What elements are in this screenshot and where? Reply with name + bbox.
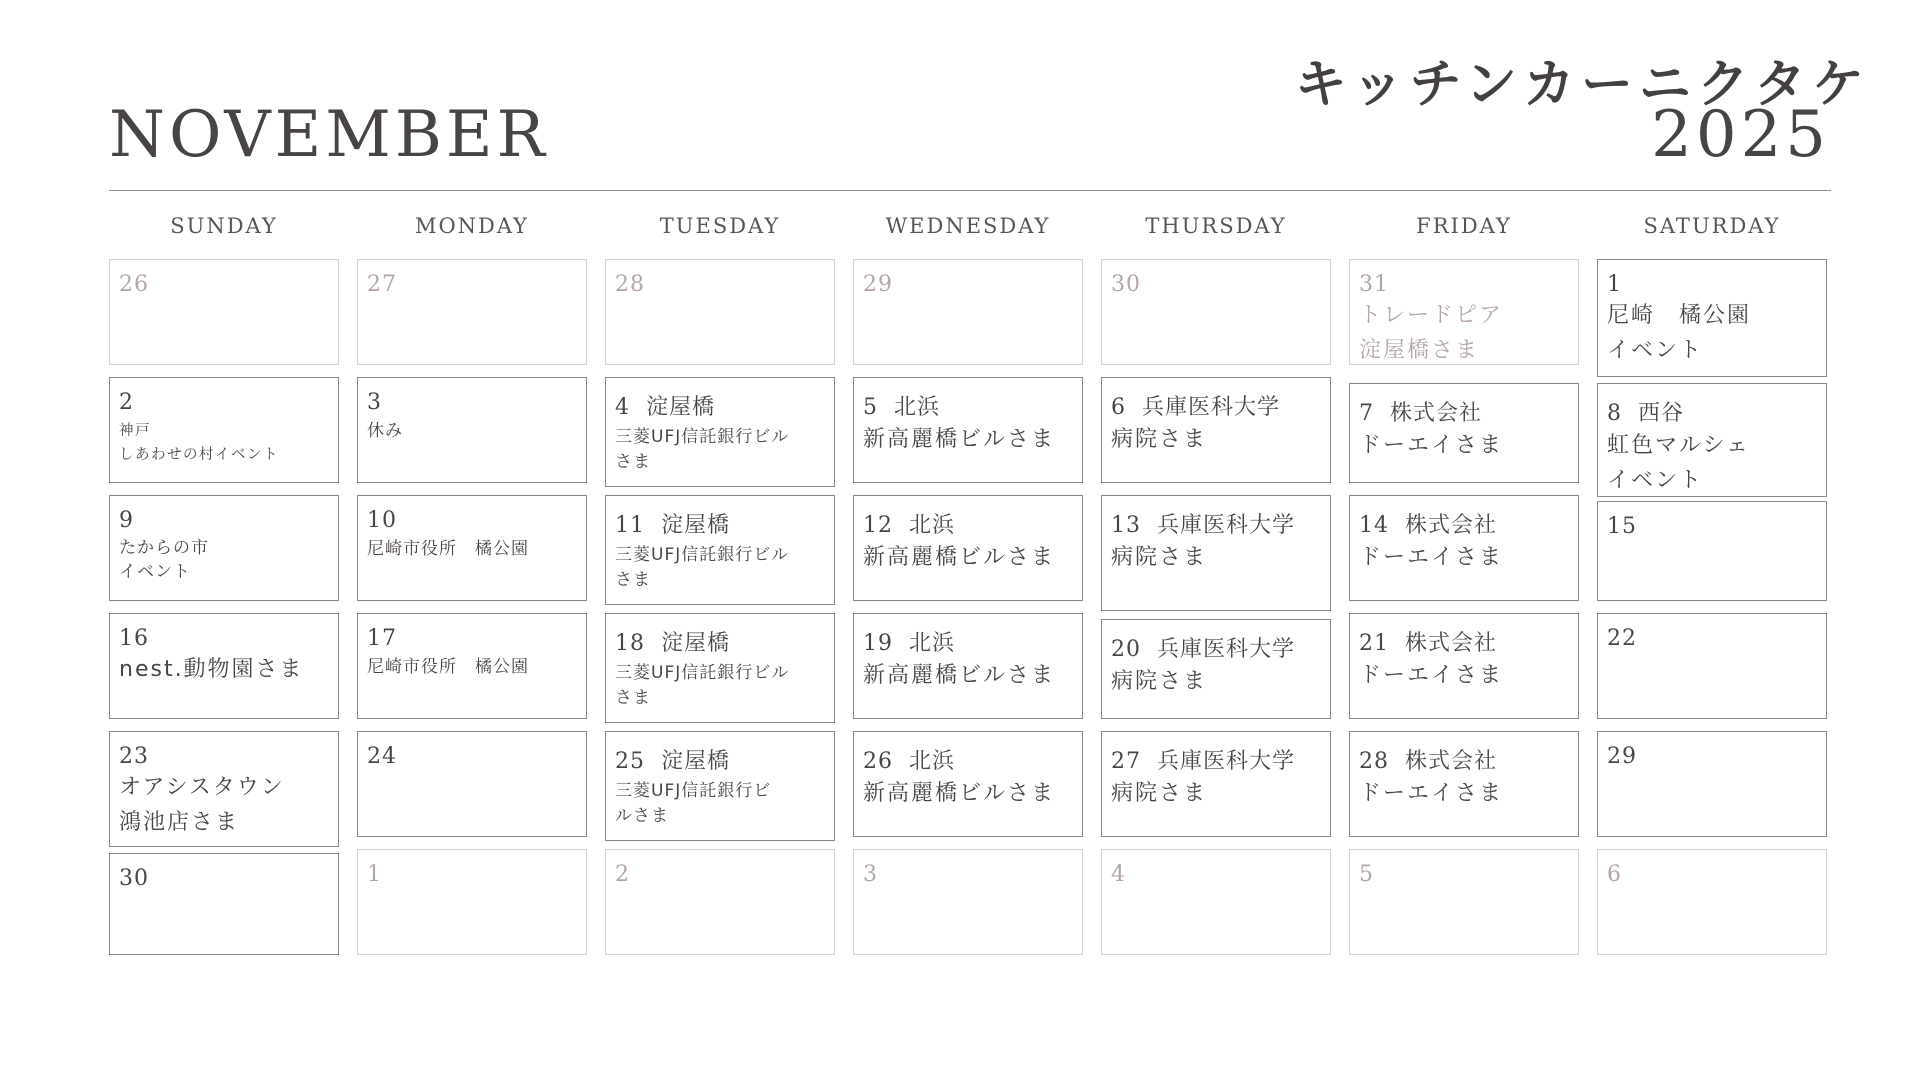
day-number: 6 xyxy=(1111,395,1126,420)
day-cell-oct-29[interactable] xyxy=(853,259,1083,365)
event-title: 兵庫医科大学 xyxy=(1157,513,1296,538)
day-cell-nov-10[interactable] xyxy=(357,495,587,601)
event-line: 新高麗橋ビルさま xyxy=(863,781,1056,806)
event-line: 淀屋橋さま xyxy=(1359,338,1480,363)
day-cell-nov-8[interactable] xyxy=(1597,383,1827,497)
event-line: 病院さま xyxy=(1111,545,1208,570)
day-number: 31 xyxy=(1359,272,1389,297)
day-cell-oct-27[interactable] xyxy=(357,259,587,365)
day-number: 18 xyxy=(615,631,645,656)
event-title: 兵庫医科大学 xyxy=(1157,749,1296,774)
event-line: 虹色マルシェ xyxy=(1607,433,1751,458)
event-title: 西谷 xyxy=(1638,401,1685,426)
event-title: 株式会社 xyxy=(1390,401,1483,426)
day-cell-dec-5[interactable] xyxy=(1349,849,1579,955)
event-line: 三菱UFJ信託銀行ビル xyxy=(615,427,790,447)
event-line: さま xyxy=(615,570,651,590)
event-title: 兵庫医科大学 xyxy=(1142,395,1281,420)
weekday-sunday: SUNDAY xyxy=(170,214,278,238)
day-cell-dec-4[interactable] xyxy=(1101,849,1331,955)
day-number: 16 xyxy=(119,626,149,651)
day-number: 21 xyxy=(1359,631,1389,656)
day-number: 1 xyxy=(367,862,382,887)
day-cell-nov-14[interactable] xyxy=(1349,495,1579,601)
day-cell-oct-26[interactable] xyxy=(109,259,339,365)
weekday-monday: MONDAY xyxy=(414,214,530,238)
event-line: 三菱UFJ信託銀行ビル xyxy=(615,545,790,565)
event-line: 三菱UFJ信託銀行ビ xyxy=(615,781,772,801)
day-cell-nov-29[interactable] xyxy=(1597,731,1827,837)
day-cell-nov-5[interactable] xyxy=(853,377,1083,483)
event-title: 株式会社 xyxy=(1405,749,1498,774)
weekday-tuesday: TUESDAY xyxy=(659,214,781,238)
day-cell-dec-2[interactable] xyxy=(605,849,835,955)
day-cell-nov-19[interactable] xyxy=(853,613,1083,719)
day-number: 27 xyxy=(1111,749,1141,774)
day-number: 28 xyxy=(1359,749,1389,774)
day-cell-nov-24[interactable] xyxy=(357,731,587,837)
event-line: イベント xyxy=(1607,338,1704,363)
event-line: 病院さま xyxy=(1111,669,1208,694)
day-cell-nov-7[interactable] xyxy=(1349,383,1579,483)
day-cell-nov-12[interactable] xyxy=(853,495,1083,601)
event-line: たからの市 xyxy=(119,538,209,558)
day-cell-nov-23[interactable] xyxy=(109,731,339,847)
day-cell-nov-2[interactable] xyxy=(109,377,339,483)
event-line: 尼崎市役所 橘公園 xyxy=(367,657,529,677)
day-cell-dec-3[interactable] xyxy=(853,849,1083,955)
event-line: 鴻池店さま xyxy=(119,810,240,835)
day-number: 29 xyxy=(863,272,893,297)
day-number: 1 xyxy=(1607,272,1622,297)
event-title: 淀屋橋 xyxy=(661,749,731,774)
weekday-thursday: THURSDAY xyxy=(1145,214,1287,238)
event-line: さま xyxy=(615,688,651,708)
event-line: 尼崎 橘公園 xyxy=(1607,303,1752,328)
event-title: 株式会社 xyxy=(1405,513,1498,538)
event-title: 北浜 xyxy=(894,395,941,420)
day-number: 4 xyxy=(1111,862,1126,887)
day-number: 30 xyxy=(119,866,149,891)
event-line: ドーエイさま xyxy=(1359,433,1504,458)
day-number: 30 xyxy=(1111,272,1141,297)
event-title: 北浜 xyxy=(909,749,956,774)
day-number: 5 xyxy=(863,395,878,420)
day-cell-nov-15[interactable] xyxy=(1597,501,1827,601)
day-cell-dec-1[interactable] xyxy=(357,849,587,955)
day-number: 7 xyxy=(1359,401,1374,426)
day-cell-nov-6[interactable] xyxy=(1101,377,1331,483)
day-cell-nov-3[interactable] xyxy=(357,377,587,483)
event-line: オアシスタウン xyxy=(119,775,285,800)
event-line: ドーエイさま xyxy=(1359,781,1504,806)
event-line: 病院さま xyxy=(1111,427,1208,452)
day-number: 8 xyxy=(1607,401,1622,426)
day-number: 23 xyxy=(119,744,149,769)
day-cell-nov-4[interactable] xyxy=(605,377,835,487)
event-line: 尼崎市役所 橘公園 xyxy=(367,539,529,559)
event-line: 三菱UFJ信託銀行ビル xyxy=(615,663,790,683)
day-number: 22 xyxy=(1607,626,1637,651)
day-number: 5 xyxy=(1359,862,1374,887)
day-number: 26 xyxy=(119,272,149,297)
day-number: 17 xyxy=(367,626,397,651)
event-line: 新高麗橋ビルさま xyxy=(863,545,1056,570)
day-cell-nov-30[interactable] xyxy=(109,853,339,955)
event-line: さま xyxy=(615,452,651,472)
day-cell-nov-22[interactable] xyxy=(1597,613,1827,719)
day-number: 9 xyxy=(119,508,134,533)
event-line: nest.動物園さま xyxy=(119,657,304,682)
day-number: 3 xyxy=(367,390,382,415)
weekday-saturday: SATURDAY xyxy=(1643,214,1781,238)
header-divider xyxy=(109,190,1831,191)
event-line: ドーエイさま xyxy=(1359,545,1504,570)
day-number: 27 xyxy=(367,272,397,297)
day-cell-oct-31[interactable] xyxy=(1349,259,1579,365)
day-cell-nov-11[interactable] xyxy=(605,495,835,605)
day-cell-nov-13[interactable] xyxy=(1101,495,1331,611)
day-number: 12 xyxy=(863,513,893,538)
event-line: ドーエイさま xyxy=(1359,663,1504,688)
event-title: 株式会社 xyxy=(1405,631,1498,656)
day-number: 26 xyxy=(863,749,893,774)
day-number: 15 xyxy=(1607,514,1637,539)
day-cell-nov-17[interactable] xyxy=(357,613,587,719)
day-cell-nov-21[interactable] xyxy=(1349,613,1579,719)
day-number: 24 xyxy=(367,744,397,769)
event-line: 病院さま xyxy=(1111,781,1208,806)
day-number: 19 xyxy=(863,631,893,656)
day-number: 14 xyxy=(1359,513,1389,538)
day-cell-nov-26[interactable] xyxy=(853,731,1083,837)
day-cell-oct-30[interactable] xyxy=(1101,259,1331,365)
event-line: 休み xyxy=(367,421,403,441)
day-cell-nov-20[interactable] xyxy=(1101,619,1331,719)
day-cell-nov-18[interactable] xyxy=(605,613,835,723)
day-number: 6 xyxy=(1607,862,1622,887)
event-line: イベント xyxy=(119,562,191,582)
day-cell-nov-27[interactable] xyxy=(1101,731,1331,837)
day-number: 4 xyxy=(615,395,630,420)
day-number: 29 xyxy=(1607,744,1637,769)
day-cell-dec-6[interactable] xyxy=(1597,849,1827,955)
event-title: 淀屋橋 xyxy=(646,395,716,420)
event-line: 神戸 xyxy=(119,423,151,439)
event-title: 北浜 xyxy=(909,631,956,656)
event-line: ルさま xyxy=(615,806,669,826)
event-line: しあわせの村イベント xyxy=(119,447,279,463)
day-number: 3 xyxy=(863,862,878,887)
day-cell-nov-1[interactable] xyxy=(1597,259,1827,377)
year-title: 2025 xyxy=(1651,98,1830,172)
event-line: トレードピア xyxy=(1359,303,1504,328)
day-number: 20 xyxy=(1111,637,1141,662)
day-number: 2 xyxy=(119,390,134,415)
event-title: 淀屋橋 xyxy=(661,631,731,656)
day-number: 25 xyxy=(615,749,645,774)
event-line: 新高麗橋ビルさま xyxy=(863,427,1056,452)
event-line: 新高麗橋ビルさま xyxy=(863,663,1056,688)
event-title: 北浜 xyxy=(909,513,956,538)
brand-name: キッチンカーニクタケ xyxy=(1294,55,1870,115)
day-number: 10 xyxy=(367,508,397,533)
weekday-friday: FRIDAY xyxy=(1416,214,1512,238)
day-number: 13 xyxy=(1111,513,1141,538)
day-cell-oct-28[interactable] xyxy=(605,259,835,365)
day-cell-nov-16[interactable] xyxy=(109,613,339,719)
day-cell-nov-25[interactable] xyxy=(605,731,835,841)
day-cell-nov-28[interactable] xyxy=(1349,731,1579,837)
weekday-wednesday: WEDNESDAY xyxy=(885,214,1051,238)
event-title: 淀屋橋 xyxy=(661,513,731,538)
month-title: NOVEMBER xyxy=(109,98,549,172)
day-cell-nov-9[interactable] xyxy=(109,495,339,601)
event-line: イベント xyxy=(1607,468,1704,493)
day-number: 2 xyxy=(615,862,630,887)
day-number: 28 xyxy=(615,272,645,297)
day-number: 11 xyxy=(615,513,645,538)
event-title: 兵庫医科大学 xyxy=(1157,637,1296,662)
